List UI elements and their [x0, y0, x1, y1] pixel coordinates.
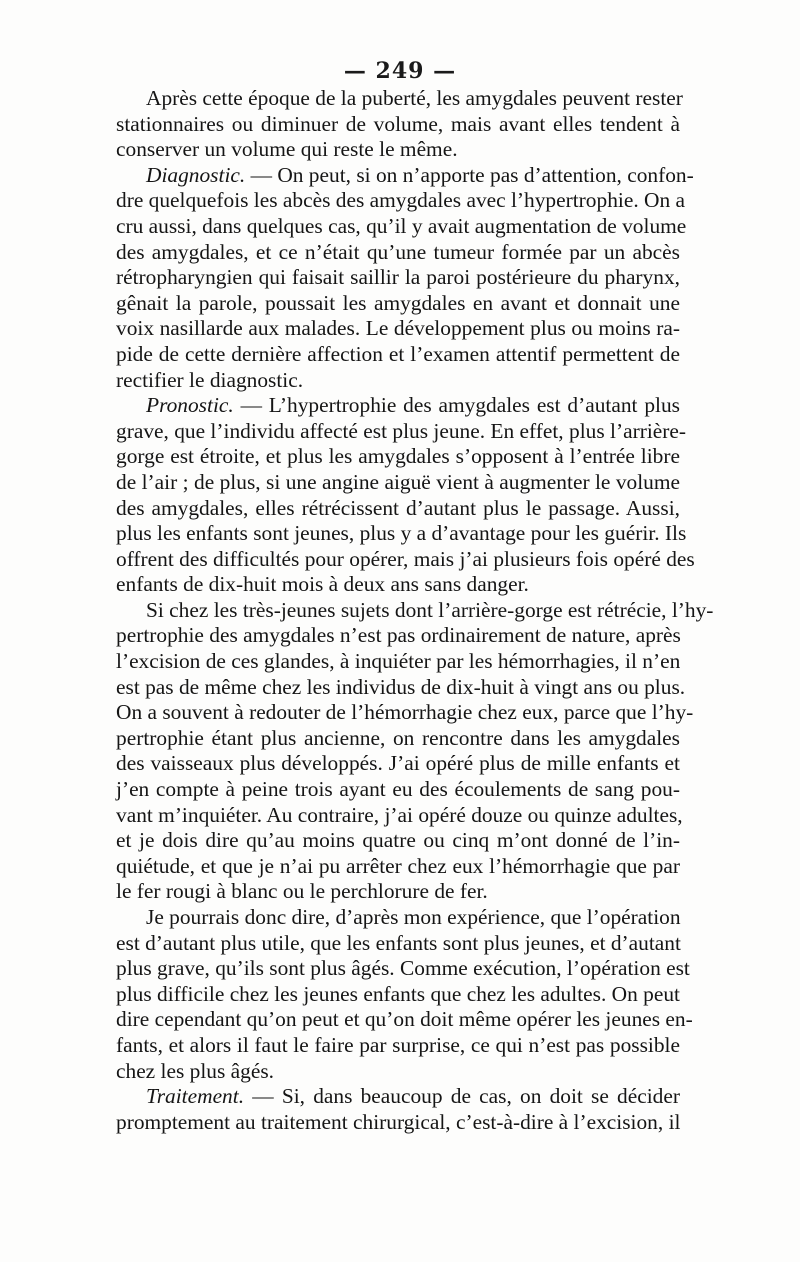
text-line: dre quelquefois les abcès des amygdales avec l’hypertrophie. On a [116, 188, 686, 213]
text-line: pide de cette dernière affection et l’examen attentif permettent de [116, 341, 680, 366]
text-line: pertrophie étant plus ancienne, on rencontre dans les amygdales [116, 725, 680, 750]
text-line: Je pourrais donc dire, d’après mon expérience, que l’opération [146, 905, 681, 929]
text-fragment: — On peut, si on n’apporte pas d’attention, confon- [245, 162, 694, 187]
text-line: pertrophie des amygdales n’est pas ordinairement de nature, après [116, 623, 681, 648]
text-line: conserver un volume qui reste le même. [116, 137, 458, 162]
text-line: des vaisseaux plus développés. J’ai opéré plus de mille enfants et [116, 751, 680, 776]
text-line [116, 393, 680, 419]
body-text [116, 86, 714, 1135]
paragraph [116, 905, 693, 1084]
text-line [116, 162, 694, 189]
text-line: promptement au traitement chirurgical, c’est-à-dire à l’excision, il [116, 1109, 681, 1134]
text-line: voix nasillarde aux malades. Le développement plus ou moins ra- [116, 316, 680, 341]
section-heading-pronostic: Pronostic. [146, 393, 234, 418]
paragraph [116, 597, 714, 905]
text-line: cru aussi, dans quelques cas, qu’il y avait augmentation de volume [116, 213, 687, 238]
text-line: est d’autant plus utile, que les enfants sont plus jeunes, et d’autant [116, 930, 681, 955]
text-line: des amygdales, elles rétrécissent d’autant plus le passage. Aussi, [116, 495, 680, 520]
text-line: plus les enfants sont jeunes, plus y a d’avantage pour les guérir. Ils [116, 521, 687, 546]
text-line: plus difficile chez les jeunes enfants que chez les adultes. On peut [116, 981, 680, 1006]
text-line: le fer rougi à blanc ou le perchlorure de fer. [116, 879, 488, 904]
text-line: grave, que l’individu affecté est plus jeune. En effet, plus l’arrière- [116, 418, 686, 443]
paragraph [116, 86, 683, 163]
text-line: rétropharyngien qui faisait saillir la paroi postérieure du pharynx, [116, 265, 680, 290]
paragraph-diagnostic [116, 162, 694, 393]
text-line: l’excision de ces glandes, à inquiéter par les hémorrhagies, il n’en [116, 649, 681, 674]
text-line [116, 1084, 680, 1110]
text-line: dire cependant qu’on peut et qu’on doit même opérer les jeunes en- [116, 1007, 693, 1032]
text-line: Après cette époque de la puberté, les amygdales peuvent rester [146, 86, 683, 110]
text-line: enfants de dix-huit mois à deux ans sans danger. [116, 572, 529, 597]
section-heading-diagnostic: Diagnostic. [146, 162, 246, 187]
text-line: offrent des difficultés pour opérer, mais j’ai plusieurs fois opéré des [116, 546, 695, 571]
text-line: plus grave, qu’ils sont plus âgés. Comme exécution, l’opération est [116, 956, 690, 981]
text-line: quiétude, et que je n’ai pu arrêter chez eux l’hémorrhagie que par [116, 853, 680, 878]
text-line: gorge est étroite, et plus les amygdales s’opposent à l’entrée libre [116, 444, 680, 469]
text-line: est pas de même chez les individus de dix-huit à vingt ans ou plus. [116, 674, 686, 699]
text-line: gênait la parole, poussait les amygdales en avant et donnait une [116, 290, 680, 315]
text-fragment: — L’hypertrophie des amygdales est d’autant plus [233, 393, 680, 418]
text-line: rectifier le diagnostic. [116, 367, 304, 392]
paragraph-pronostic [116, 393, 695, 598]
text-line: et je dois dire qu’au moins quatre ou cinq m’ont donné de l’in- [116, 828, 680, 853]
text-fragment: — Si, dans beaucoup de cas, on doit se décider [244, 1084, 680, 1109]
text-line: des amygdales, et ce n’était qu’une tumeur formée par un abcès [116, 239, 680, 264]
paragraph-traitement [116, 1084, 680, 1135]
page-number: — 249 — [343, 58, 457, 84]
text-line: j’en compte à peine trois ayant eu des écoulements de sang pou- [116, 777, 680, 802]
text-line: chez les plus âgés. [116, 1058, 274, 1083]
text-line: vant m’inquiéter. Au contraire, j’ai opéré douze ou quinze adultes, [116, 802, 683, 827]
section-heading-traitement: Traitement. [146, 1084, 245, 1109]
text-line: stationnaires ou diminuer de volume, mais avant elles tendent à [116, 111, 680, 136]
text-line: de l’air ; de plus, si une angine aiguë vient à augmenter le volume [116, 469, 680, 494]
text-line: fants, et alors il faut le faire par surprise, ce qui n’est pas possible [116, 1032, 680, 1057]
text-line: Si chez les très-jeunes sujets dont l’arrière-gorge est rétrécie, l’hy- [146, 597, 714, 622]
text-line: On a souvent à redouter de l’hémorrhagie chez eux, parce que l’hy- [116, 700, 694, 725]
